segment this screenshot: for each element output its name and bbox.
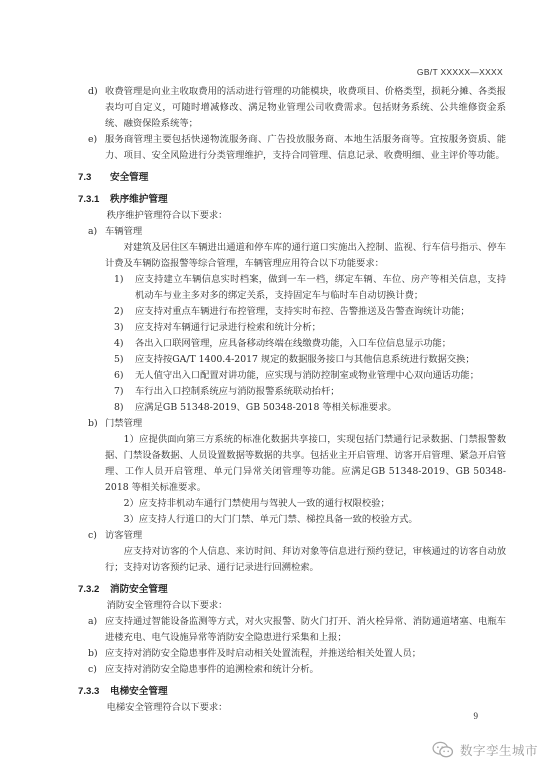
section-number: 7.3.1 [78, 194, 100, 205]
subsection-label: 车辆管理 [105, 226, 143, 237]
list-item-text: 收费管理是向业主收取费用的活动进行管理的功能模块，收费项目、价格类型，损耗分摊、各类报表均可自定义，可随时增减修改、满足物业管理公司收费需求。包括财务系统、公共维修资金系统、融资保险系统等； [105, 86, 506, 129]
list-marker: e) [88, 134, 98, 145]
section-number: 7.3.2 [78, 584, 100, 595]
subsection-b-label [88, 416, 506, 432]
numbered-item [88, 384, 506, 400]
list-item-e [88, 132, 506, 164]
section-heading-7-3-3 [78, 684, 506, 700]
list-marker: a) [88, 616, 98, 627]
numbered-item [88, 336, 506, 352]
list-marker: c) [88, 664, 97, 675]
subsection-description: 对建筑及居住区车辆进出通道和停车库的通行道口实施出入控制、监视、行车信号指示、停车计费及车辆防盗报警等综合管理，车辆管理应用符合以下功能要求： [105, 242, 506, 269]
list-item [88, 614, 506, 646]
section-intro: 电梯安全管理符合以下要求： [106, 702, 228, 713]
list-item-text: 应支持对消防安全隐患事件的追溯检索和统计分析。 [105, 664, 319, 675]
numbered-item [88, 304, 506, 320]
numbered-item [88, 272, 506, 304]
numbered-item [88, 352, 506, 368]
item-marker: 3) [114, 322, 124, 333]
item-marker: 1) [114, 274, 124, 285]
item-text: 车行出入口控制系统应与消防报警系统联动抬杆； [135, 386, 340, 397]
numbered-item [88, 368, 506, 384]
item-text: 各出入口联网管理，应具备移动终端在线缴费功能，入口车位信息显示功能； [135, 338, 452, 349]
item-marker: 7) [114, 386, 124, 397]
list-item-text: 应支持通过智能设备监测等方式，对火灾报警、防火门打开、消火栓异常、消防通道堵塞、电瓶车进楼充电、电气设施异常等消防安全隐患进行采集和上报； [105, 616, 506, 643]
section-heading-7-3 [78, 170, 506, 186]
access-item: 3）应支持人行道口的大门门禁、单元门禁、梯控具备一致的校验方式。 [123, 514, 418, 525]
list-marker: b) [88, 648, 98, 659]
list-marker: c) [88, 530, 97, 541]
item-marker: 6) [114, 370, 124, 381]
list-item [88, 662, 506, 678]
numbered-item [88, 400, 506, 416]
list-item-text: 服务商管理主要包括快递物流服务商、广告投放服务商、本地生活服务商等。宜按服务资质、能力、项目、安全风险进行分类管理维护，支持合同管理、信息记录、收费明细、业主评价等功能。 [105, 134, 506, 161]
item-marker: 2) [114, 306, 124, 317]
subsection-c-label [88, 528, 506, 544]
item-marker: 8) [114, 402, 124, 413]
item-text: 应满足GB 51348-2019、GB 50348-2018 等相关标准要求。 [135, 402, 397, 413]
item-text: 应支持建立车辆信息实时档案，做到一车一档，绑定车辆、车位、房产等相关信息，支持机动车与业主多对多的绑定关系，支持固定车与临时车自动切换计费； [135, 274, 506, 301]
section-title: 安全管理 [110, 172, 149, 183]
list-marker: b) [88, 418, 98, 429]
list-item [88, 646, 506, 662]
list-marker: d) [88, 86, 98, 97]
item-text: 应支持按GA/T 1400.4-2017 规定的数据服务接口与其他信息系统进行数据交换； [135, 354, 475, 365]
item-text: 应支持对重点车辆进行布控管理，支持实时布控、告警推送及告警查询统计功能； [135, 306, 470, 317]
document-body [78, 84, 506, 716]
wechat-icon [432, 741, 454, 759]
subsection-description: 应支持对访客的个人信息、来访时间、拜访对象等信息进行预约登记，审核通过的访客自动放行；支持对访客预约记录、通行记录进行回溯检索。 [105, 546, 506, 573]
section-title: 电梯安全管理 [110, 686, 168, 697]
page-number: 9 [473, 711, 478, 721]
item-text: 应支持对车辆通行记录进行检索和统计分析； [135, 322, 321, 333]
watermark-text: 数字孪生城市 [459, 743, 538, 758]
item-marker: 4) [114, 338, 124, 349]
list-item-text: 应支持对消防安全隐患事件及时启动相关处置流程，并推送给相关处置人员； [105, 648, 422, 659]
section-title: 秩序维护管理 [110, 194, 168, 205]
subsection-a-label [88, 224, 506, 240]
access-item: 1）应提供面向第三方系统的标准化数据共享接口，实现包括门禁通行记录数据、门禁报警数据、门禁设备数据、人员设置数据等数据的共享。包括业主开启管理、访客开启管理、紧急开启管理、工作人员开启管理、单元门异常关闭管理等功能。应满足GB 51348-2019、GB 50348-2018 等相关标准要求。 [105, 434, 506, 493]
numbered-item [88, 320, 506, 336]
section-intro: 消防安全管理符合以下要求： [106, 600, 228, 611]
section-intro: 秩序维护管理符合以下要求： [106, 210, 228, 221]
list-marker: a) [88, 226, 98, 237]
section-heading-7-3-1 [78, 192, 506, 208]
section-number: 7.3.3 [78, 686, 100, 697]
item-marker: 5) [114, 354, 124, 365]
standard-number: GB/T XXXXX—XXXX [416, 67, 503, 77]
subsection-label: 门禁管理 [105, 418, 143, 429]
access-item: 2）应支持非机动车通行门禁使用与驾驶人一致的通行权限校验； [123, 498, 390, 509]
list-item-d [88, 84, 506, 132]
item-text: 无人值守出入口配置对讲功能，应实现与消防控制室或物业管理中心双向通话功能； [135, 370, 479, 381]
section-title: 消防安全管理 [110, 584, 168, 595]
section-number: 7.3 [78, 172, 92, 183]
section-heading-7-3-2 [78, 582, 506, 598]
subsection-label: 访客管理 [105, 530, 143, 541]
watermark [432, 741, 538, 759]
